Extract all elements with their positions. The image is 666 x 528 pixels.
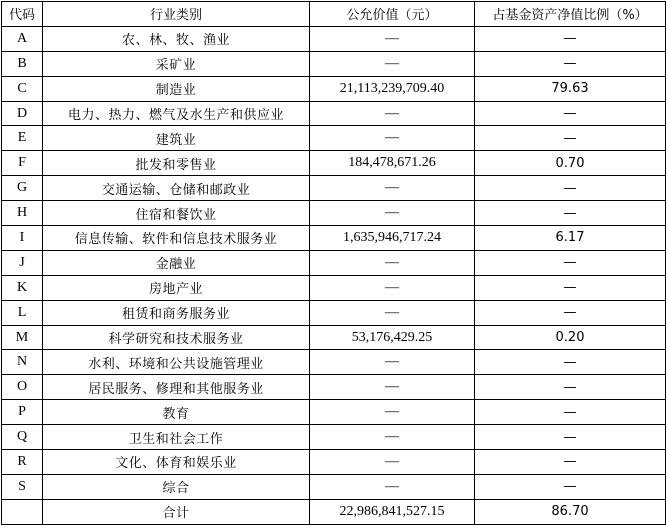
row-code: Q [2, 425, 43, 450]
header-fair-value: 公允价值（元） [310, 2, 475, 27]
total-ratio: 86.70 [475, 499, 666, 524]
row-code: I [2, 226, 43, 251]
row-fair-value: 184,478,671.26 [310, 151, 475, 176]
table-row [2, 350, 666, 375]
row-ratio: — [475, 51, 666, 76]
total-value: 22,986,841,527.15 [310, 499, 475, 524]
row-ratio: 0.70 [475, 151, 666, 176]
row-fair-value: 21,113,239,709.40 [310, 76, 475, 101]
row-fair-value: — [310, 474, 475, 499]
row-industry: 居民服务、修理和其他服务业 [43, 375, 310, 400]
row-fair-value: — [310, 375, 475, 400]
row-code: B [2, 51, 43, 76]
table-row [2, 51, 666, 76]
row-ratio: 79.63 [475, 76, 666, 101]
table-row [2, 250, 666, 275]
row-industry: 综合 [43, 474, 310, 499]
row-ratio: 6.17 [475, 226, 666, 251]
row-industry: 农、林、牧、渔业 [43, 26, 310, 51]
row-ratio: — [475, 201, 666, 226]
row-ratio: — [475, 176, 666, 201]
row-industry: 信息传输、软件和信息技术服务业 [43, 226, 310, 251]
row-ratio: — [475, 300, 666, 325]
row-industry: 租赁和商务服务业 [43, 300, 310, 325]
row-industry: 建筑业 [43, 126, 310, 151]
row-industry: 房地产业 [43, 275, 310, 300]
row-code: P [2, 400, 43, 425]
row-fair-value: — [310, 176, 475, 201]
row-ratio: — [475, 275, 666, 300]
row-industry: 电力、热力、燃气及水生产和供应业 [43, 101, 310, 126]
row-ratio: — [475, 450, 666, 475]
table-row [2, 26, 666, 51]
row-ratio: — [475, 474, 666, 499]
row-industry: 制造业 [43, 76, 310, 101]
table-row [2, 201, 666, 226]
row-fair-value: — [310, 275, 475, 300]
table-row [2, 275, 666, 300]
row-fair-value: — [310, 51, 475, 76]
row-code: K [2, 275, 43, 300]
row-ratio: — [475, 425, 666, 450]
row-code: N [2, 350, 43, 375]
row-fair-value: — [310, 300, 475, 325]
row-industry: 水利、环境和公共设施管理业 [43, 350, 310, 375]
total-code [2, 499, 43, 524]
header-ratio: 占基金资产净值比例（%） [475, 2, 666, 27]
header-row [2, 2, 666, 27]
row-code: J [2, 250, 43, 275]
row-ratio: — [475, 250, 666, 275]
row-industry: 批发和零售业 [43, 151, 310, 176]
row-industry: 卫生和社会工作 [43, 425, 310, 450]
table-row [2, 425, 666, 450]
row-industry: 科学研究和技术服务业 [43, 325, 310, 350]
table-row [2, 101, 666, 126]
row-code: F [2, 151, 43, 176]
row-ratio: — [475, 350, 666, 375]
row-ratio: — [475, 101, 666, 126]
industry-holdings-table [1, 1, 666, 525]
row-fair-value: — [310, 450, 475, 475]
row-ratio: — [475, 26, 666, 51]
row-fair-value: — [310, 350, 475, 375]
total-row [2, 499, 666, 524]
row-industry: 住宿和餐饮业 [43, 201, 310, 226]
row-fair-value: 1,635,946,717.24 [310, 226, 475, 251]
table-row [2, 325, 666, 350]
row-fair-value: — [310, 126, 475, 151]
header-code: 代码 [2, 2, 43, 27]
row-code: D [2, 101, 43, 126]
row-code: L [2, 300, 43, 325]
table-row [2, 151, 666, 176]
row-ratio: 0.20 [475, 325, 666, 350]
table-body [2, 26, 666, 499]
row-code: R [2, 450, 43, 475]
table-row [2, 176, 666, 201]
table-row [2, 300, 666, 325]
row-code: G [2, 176, 43, 201]
row-code: H [2, 201, 43, 226]
row-code: M [2, 325, 43, 350]
table-row [2, 76, 666, 101]
row-fair-value: — [310, 425, 475, 450]
row-code: C [2, 76, 43, 101]
row-fair-value: — [310, 201, 475, 226]
row-fair-value: — [310, 101, 475, 126]
row-industry: 金融业 [43, 250, 310, 275]
row-industry: 采矿业 [43, 51, 310, 76]
row-fair-value: — [310, 400, 475, 425]
table-row [2, 375, 666, 400]
table-row [2, 400, 666, 425]
table-row [2, 226, 666, 251]
table-row [2, 474, 666, 499]
header-industry: 行业类别 [43, 2, 310, 27]
row-code: S [2, 474, 43, 499]
row-code: A [2, 26, 43, 51]
row-industry: 交通运输、仓储和邮政业 [43, 176, 310, 201]
total-label: 合计 [43, 499, 310, 524]
row-industry: 教育 [43, 400, 310, 425]
row-ratio: — [475, 126, 666, 151]
row-industry: 文化、体育和娱乐业 [43, 450, 310, 475]
row-fair-value: — [310, 26, 475, 51]
row-fair-value: — [310, 250, 475, 275]
row-code: O [2, 375, 43, 400]
table-row [2, 126, 666, 151]
row-ratio: — [475, 375, 666, 400]
table-row [2, 450, 666, 475]
row-fair-value: 53,176,429.25 [310, 325, 475, 350]
row-ratio: — [475, 400, 666, 425]
row-code: E [2, 126, 43, 151]
